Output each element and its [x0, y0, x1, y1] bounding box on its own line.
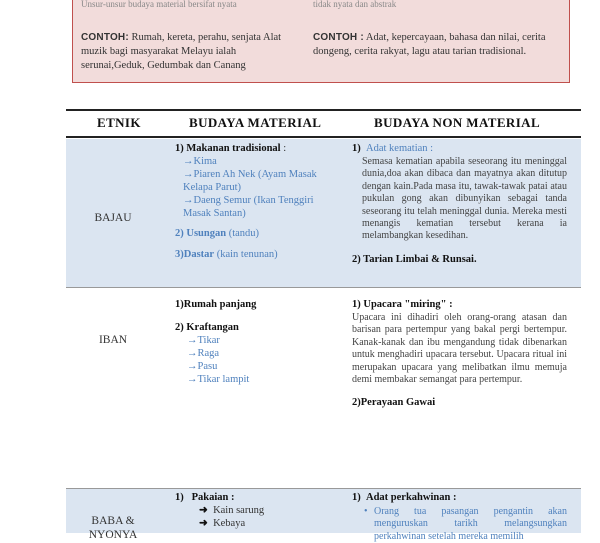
baba-item-kebaya-label: Kebaya	[213, 518, 246, 529]
baba-item-kebaya	[175, 517, 335, 530]
baba-non-material-cell	[352, 491, 567, 543]
bajau-usungan	[175, 227, 335, 240]
bajau-makanan-colon: :	[280, 143, 287, 154]
bajau-material-cell	[175, 142, 335, 261]
bajau-item-daeng: →Daeng Semur (Ikan Tenggiri Masak Santan)	[183, 195, 314, 219]
bajau-dastar-rest: (kain tenunan)	[214, 249, 278, 260]
baba-adat-title: Adat perkahwinan :	[366, 492, 457, 503]
non-material-example	[313, 31, 565, 59]
iban-material-cell	[175, 298, 335, 386]
etnik-baba-nyonya	[66, 514, 160, 542]
header-budaya-non-material: BUDAYA NON MATERIAL	[374, 115, 541, 130]
bajau-usungan-title: Usungan	[186, 228, 227, 239]
iban-upacara-title: 1) Upacara "miring" :	[352, 299, 453, 310]
top-summary-box	[72, 0, 570, 83]
baba-material-cell	[175, 491, 335, 530]
header-etnik: ETNIK	[97, 115, 141, 130]
iban-perayaan-gawai: 2)Perayaan Gawai	[352, 397, 436, 409]
baba-adat-bullet: • Orang tua pasangan pengantin akan menguruskan tarikh melangsungkan perkahwinan setelah mereka memilih	[374, 506, 567, 543]
material-example	[81, 31, 301, 73]
header-bottom-rule	[66, 136, 581, 138]
iban-non-material-cell	[352, 298, 567, 409]
row-divider-2	[66, 488, 581, 489]
bajau-makanan-title: 1) Makanan tradisional	[175, 143, 281, 154]
bajau-usungan-num: 2)	[175, 228, 187, 239]
baba-pakaian-num: 1)	[175, 492, 184, 503]
etnik-baba-line2: NYONYA	[88, 529, 138, 541]
iban-item-tikar: →Tikar	[187, 335, 220, 346]
bajau-usungan-rest: (tandu)	[226, 228, 260, 239]
non-material-example-label: CONTOH :	[313, 32, 364, 43]
material-example-text: Rumah, kereta, perahu, senjata Alat muzik bagi masyarakat Melayu ialah serunai,Geduk, Gedumbak dan Canang	[81, 32, 282, 71]
baba-item-kain-sarung	[175, 504, 335, 517]
baba-pakaian-title: Pakaian :	[191, 492, 235, 503]
iban-item-pasu: →Pasu	[187, 361, 218, 372]
iban-item-raga: →Raga	[187, 348, 220, 359]
left-cut-text: Unsur-unsur budaya material bersifat nyata	[81, 0, 237, 9]
table-top-rule	[66, 109, 581, 111]
header-budaya-material: BUDAYA MATERIAL	[189, 115, 322, 130]
bajau-adat-text: Semasa kematian apabila seseorang itu meninggal dunia,doa akan dibaca dan mayatnya akan ditutup dengan kain.Pada masa itu, tawak-tawak patai atau pukulan gong akan dibunyikan sebagai tanda seseorang itu telah meninggal dunia. Mereka mesti menangis kematian tersebut kerana ia melambangkan kesedihan.	[362, 156, 567, 242]
right-cut-text: tidak nyata dan abstrak	[313, 0, 397, 9]
bajau-adat-num: 1)	[352, 143, 361, 154]
non-material-example-text: Adat, kepercayaan, bahasa dan nilai, cerita dongeng, cerita rakyat, lagu atau tarian tradisional.	[313, 32, 546, 57]
etnik-iban: IBAN	[98, 334, 128, 346]
bajau-item-kima: →Kima	[183, 156, 217, 167]
bajau-tarian: 2) Tarian Limbai & Runsai.	[352, 253, 477, 265]
bajau-adat-title: Adat kematian :	[366, 143, 434, 154]
baba-item-kain-sarung-label: Kain sarung	[213, 505, 265, 516]
bajau-dastar	[175, 248, 335, 261]
bajau-non-material-cell	[352, 142, 567, 266]
arrow-right-icon: ➜	[199, 518, 208, 529]
iban-rumah-panjang: 1)Rumah panjang	[175, 299, 257, 310]
bajau-item-piaren: →Piaren Ah Nek (Ayam Masak Kelapa Parut)	[183, 169, 317, 193]
etnik-bajau: BAJAU	[94, 212, 132, 224]
iban-kraftangan: 2) Kraftangan	[175, 322, 239, 333]
iban-upacara-text: Upacara ini dihadiri oleh orang-orang atasan dan barisan para pertempur yang bakal pergi bertempur. Kanak-kanak dan ibu mengandung tidak dibenarkan untuk menghadiri upacara tersebut. Upacara ritual ini merupakan upacara yang melibatkan ilmu memuja demi membakar semangat para pertempur.	[352, 312, 567, 386]
bajau-dastar-title: Dastar	[183, 249, 215, 260]
baba-adat-list	[360, 506, 567, 543]
bajau-dastar-num: 3)	[175, 249, 184, 260]
etnik-baba-line1: BABA &	[91, 515, 135, 527]
baba-adat-num: 1)	[352, 492, 361, 503]
arrow-right-icon: ➜	[199, 505, 208, 516]
row-divider-1	[66, 287, 581, 288]
material-example-label: CONTOH:	[81, 32, 129, 43]
iban-item-tikar-lampit: →Tikar lampit	[187, 374, 250, 385]
